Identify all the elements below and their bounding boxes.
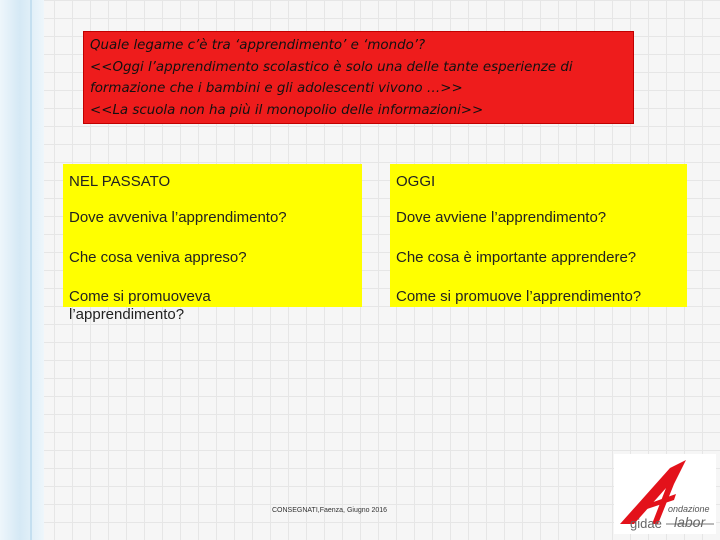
cell-past-what [63,237,362,274]
today-header-label: OGGI [396,173,436,190]
quote-question: Quale legame c’è tra ‘apprendimento’ e ‘mondo’? [90,38,426,53]
today-how-label: Come si promuove l’apprendimento? [396,288,642,305]
quote-line-3: <<La scuola non ha più il monopolio delle informazioni>> [90,102,484,118]
today-where-label: Dove avviene l’apprendimento? [396,209,607,226]
cell-today-where [390,200,687,237]
left-decorative-bar [0,0,44,540]
cell-past-header [63,164,362,200]
past-header-label: NEL PASSATO [69,173,171,190]
logo-wordmark-left: gidae [630,516,662,531]
cell-today-header [390,164,687,200]
cell-past-where [63,200,362,237]
footer-credit: CONSEGNATI,Faenza, Giugno 2016 [272,507,388,514]
fondazione-labor-logo [614,454,716,534]
cell-today-how [390,274,687,307]
cell-today-what [390,237,687,274]
past-how-label: Come si promuoveva l’apprendimento? [69,288,211,323]
cell-past-how [63,274,362,323]
quote-box [83,31,634,124]
quote-line-1: <<Oggi l’apprendimento scolastico è solo una delle tante esperienze di [90,59,573,75]
today-what-label: Che cosa è importante apprendere? [396,249,637,266]
left-bar-line [30,0,32,540]
past-what-label: Che cosa veniva appreso? [69,249,247,266]
logo-wordmark-small: ondazione [668,504,710,514]
logo-wordmark-right: labor [674,514,706,530]
past-where-label: Dove avveniva l’apprendimento? [69,209,287,226]
quote-line-2: formazione che i bambini e gli adolescenti vivono …>> [90,81,463,96]
